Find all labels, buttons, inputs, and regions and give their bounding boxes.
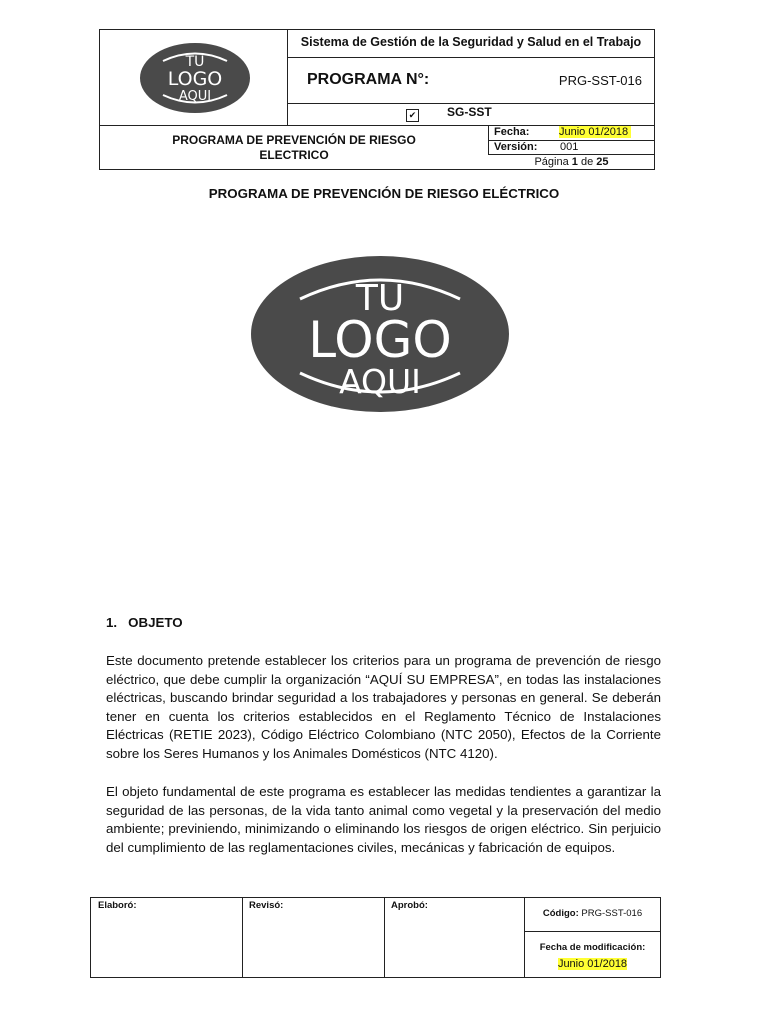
fecha-value: Junio 01/2018 <box>559 126 631 138</box>
page-indicator <box>489 156 654 168</box>
codigo-value: PRG-SST-016 <box>581 908 643 919</box>
fecha-mod-label: Fecha de modificación: <box>539 942 646 953</box>
sgsst-label: SG-SST <box>447 105 492 119</box>
company-logo-small <box>139 42 251 114</box>
version-value: 001 <box>560 141 579 153</box>
page-current: 1 <box>571 156 578 168</box>
section-heading: 1. OBJETO <box>106 615 183 630</box>
programa-label: PROGRAMA N°: <box>307 71 430 88</box>
program-name <box>100 133 488 163</box>
page-of: de <box>580 156 594 168</box>
system-title: Sistema de Gestión de la Seguridad y Salud en el Trabajo <box>300 35 642 49</box>
codigo-label: Código: <box>542 908 579 919</box>
logo-small-line1: TU <box>185 54 205 70</box>
check-icon: ✔ <box>408 110 417 120</box>
logo-large-line2: LOGO <box>308 311 452 369</box>
fecha-mod-value: Junio 01/2018 <box>557 958 628 970</box>
logo-small-line3: AQUI <box>178 89 212 104</box>
paragraph-2: El objeto fundamental de este programa es establecer las medidas tendientes a garantizar la seguridad de las personas, de la vida tanto animal como vegetal y la preservación del medio ambiente; previniendo, minimizando o eliminando los riesgos de origen eléctrico. Sin perjuicio del cumplimiento de las reglamentaciones civiles, mecánicas y fabricación de equipos. <box>106 784 661 855</box>
logo-large-line3: AQUI <box>339 362 421 401</box>
page-total: 25 <box>596 156 609 168</box>
logo-small-line2: LOGO <box>167 68 223 90</box>
elaboro-label: Elaboró: <box>98 900 137 911</box>
codigo-cell <box>525 908 660 919</box>
program-name-line1: PROGRAMA DE PREVENCIÓN DE RIESGO <box>172 133 416 147</box>
programa-code: PRG-SST-016 <box>558 73 642 88</box>
program-name-line2: ELECTRICO <box>259 148 329 162</box>
version-label: Versión: <box>494 141 538 153</box>
company-logo-large <box>250 255 510 413</box>
logo-large-line1: TU <box>355 278 405 319</box>
paragraph-1: Este documento pretende establecer los criterios para un programa de prevención de riesgo eléctrico, que debe cumplir la organización “AQUÍ SU EMPRESA”, en todas las instalaciones eléctricas, buscando brindar seguridad a los trabajadores y personas en general. Se deberán tener en cuenta los criterios establecidos en el Reglamento Técnico de Instalaciones Eléctricas (RETIE 2023), Código Eléctrico Colombiano (NTC 2050), Efectos de la Corriente sobre los Seres Humanos y los Animales Domésticos (NTC 4120). <box>106 653 661 761</box>
aprobo-label: Aprobó: <box>391 900 428 911</box>
page-word: Página <box>534 156 569 168</box>
fecha-label: Fecha: <box>494 126 530 138</box>
fecha-mod-value-wrap <box>525 954 660 972</box>
reviso-label: Revisó: <box>249 900 284 911</box>
document-title: PROGRAMA DE PREVENCIÓN DE RIESGO ELÉCTRICO <box>208 186 560 201</box>
sgsst-checkbox[interactable] <box>406 109 419 122</box>
